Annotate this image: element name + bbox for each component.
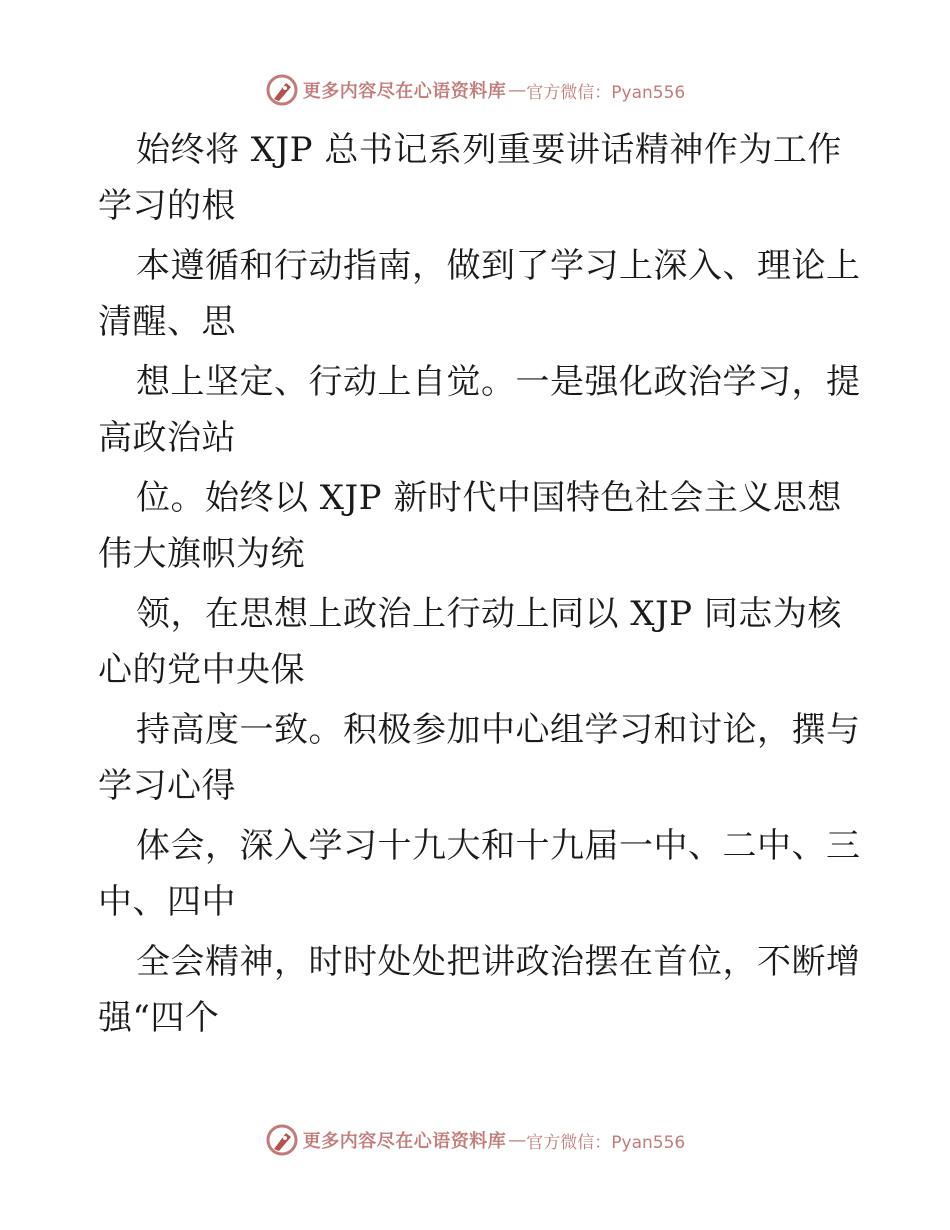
body-line: 想上坚定、行动上自觉。一是强化政治学习，提 (136, 362, 861, 402)
body-line: 高政治站 (98, 418, 236, 458)
footer-separator: — (508, 1129, 527, 1151)
header-wechat-text: 官方微信：Pyan556 (526, 82, 686, 103)
body-line: 持高度一致。积极参加中心组学习和讨论，撰与 (136, 710, 861, 750)
header-banner (0, 70, 950, 110)
body-line: 位。始终以 XJP 新时代中国特色社会主义思想 (136, 478, 842, 518)
body-line: 始终将 XJP 总书记系列重要讲话精神作为工作 (136, 130, 842, 170)
body-line: 体会，深入学习十九大和十九届一中、二中、三 (136, 826, 861, 866)
body-line: 全会精神，时时处处把讲政治摆在首位，不断增 (136, 942, 861, 982)
body-line: 中、四中 (98, 882, 236, 922)
body-line: 本遵循和行动指南，做到了学习上深入、理论上 (136, 246, 861, 286)
body-line: 学习心得 (98, 766, 236, 806)
body-line: 学习的根 (98, 186, 236, 226)
body-line: 伟大旗帜为统 (98, 534, 305, 574)
header-brand-text: 更多内容尽在心语资料库 (302, 81, 507, 102)
body-line: 清醒、思 (98, 302, 236, 342)
footer-banner (0, 1120, 950, 1160)
footer-wechat-text: 官方微信：Pyan556 (526, 1132, 686, 1153)
footer-brand-text: 更多内容尽在心语资料库 (302, 1131, 507, 1152)
pen-nib-logo-icon (265, 73, 299, 107)
header-separator: — (508, 79, 527, 101)
body-line: 心的党中央保 (98, 650, 305, 690)
body-line: 强“四个 (98, 998, 220, 1038)
body-line: 领，在思想上政治上行动上同以 XJP 同志为核 (136, 594, 842, 634)
pen-nib-logo-icon (265, 1123, 299, 1157)
